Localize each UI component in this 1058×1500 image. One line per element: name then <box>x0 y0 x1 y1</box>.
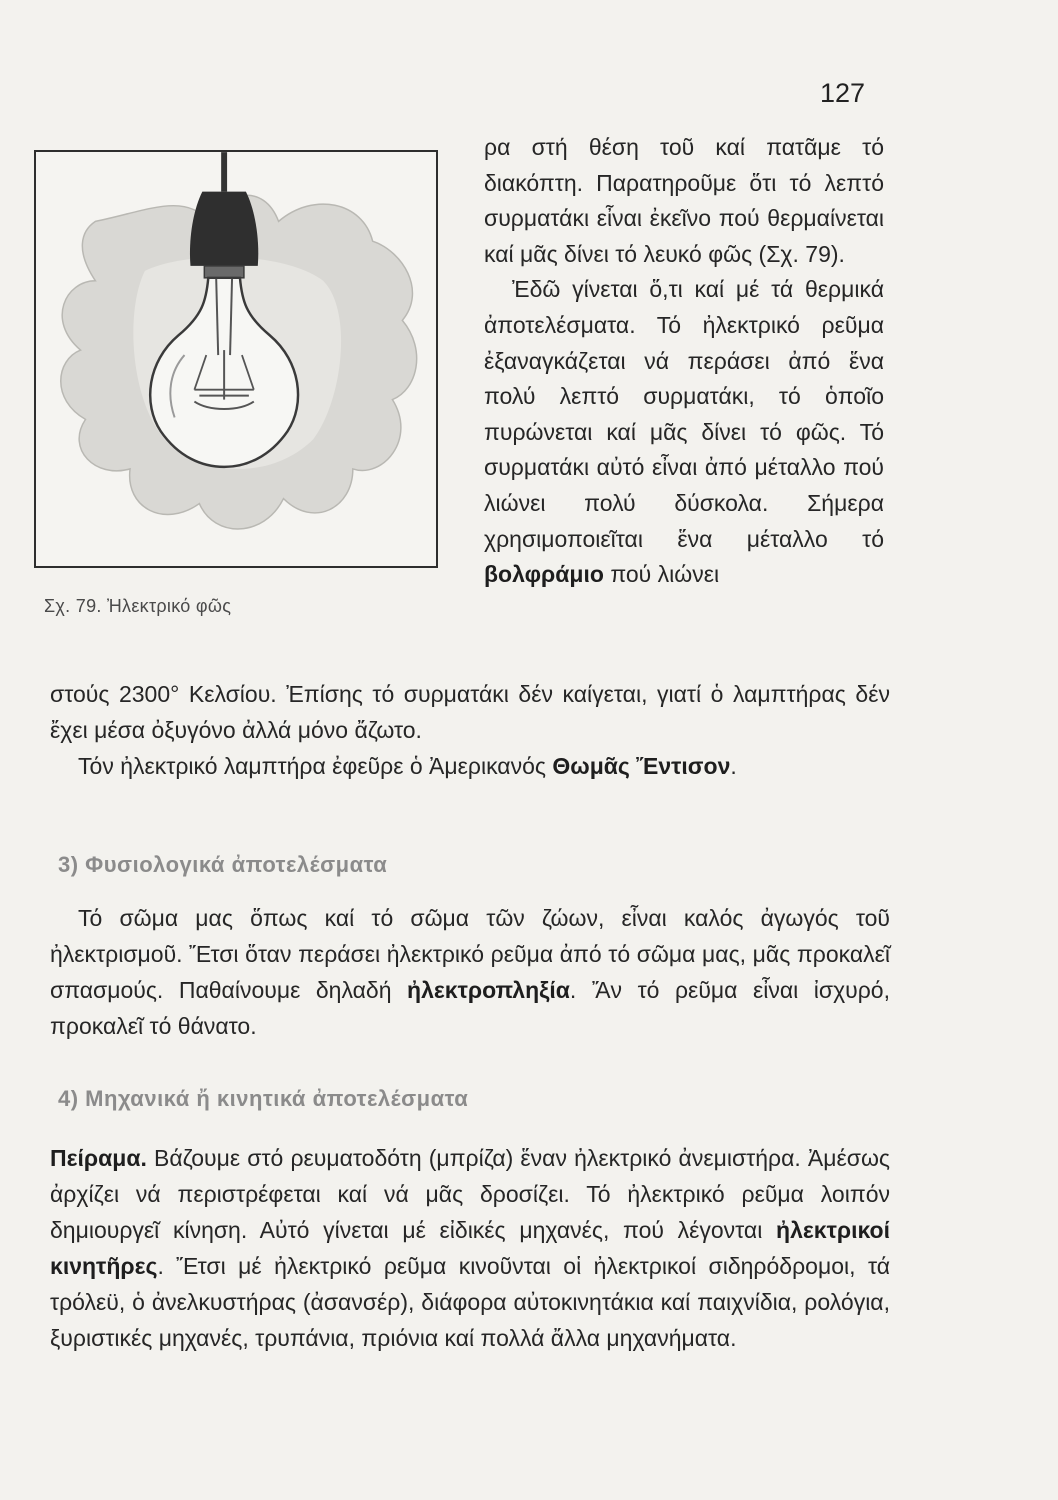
section-3-paragraph <box>50 900 890 1044</box>
light-bulb-figure <box>34 150 438 568</box>
section-3-text-end: . Ἄν τό ρεῦμα εἶναι ἰσχυρό, προκαλεῖ τό θάνατο. <box>50 977 890 1039</box>
edison-paragraph <box>50 748 890 784</box>
section-3-text: Τό σῶμα μας ὅπως καί τό σῶμα τῶν ζώων, εἶναι καλός ἀγωγός τοῦ ἠλεκτρισμοῦ. Ἔτσι ὅταν περάσει ἠλεκτρικό ρεῦμα ἀπό τό σῶμα μας, μᾶς προκαλεῖ σπασμούς. Παθαίνουμε δηλαδή <box>50 905 890 1003</box>
section-4-heading: 4) Μηχανικά ἤ κινητικά ἀποτελέσματα <box>58 1086 469 1111</box>
socket-ring <box>204 266 244 278</box>
electric-motors-term: ἠλεκτρικοί κινητῆρες <box>50 1217 890 1279</box>
filament-text: Ἐδῶ γίνεται ὅ,τι καί μέ τά θερμικά ἀποτελέσματα. Τό ἠλεκτρικό ρεῦμα ἐξαναγκάζεται νά περάσει ἀπό ἕνα πολύ λεπτό συρματάκι, τό ὁποῖο πυρώνεται καί μᾶς δίνει τό φῶς. Τό συρματάκι αὐτό εἶναι ἀπό μέταλλο πού λιώνει πολύ δύσκολα. Σήμερα χρησιμοποιεῖται ἕνα μέταλλο τό <box>484 276 884 552</box>
filament-paragraph <box>484 272 884 592</box>
intro-column <box>484 130 884 593</box>
section-4-paragraph <box>50 1140 890 1356</box>
section-3-heading: 3) Φυσιολογικά ἀποτελέσματα <box>58 852 388 877</box>
continuation-paragraph: στούς 2300° Κελσίου. Ἐπίσης τό συρματάκι δέν καίγεται, γιατί ὁ λαμπτήρας δέν ἔχει μέσα ὀξυγόνο ἀλλά μόνο ἄζωτο. <box>50 681 890 743</box>
light-bulb-illustration <box>36 152 436 566</box>
experiment-label: Πείραμα. <box>50 1145 147 1171</box>
section-4-text-end: . Ἔτσι μέ ἠλεκτρικό ρεῦμα κινοῦνται οἱ ἠλεκτρικοί σιδηρόδρομοι, τά τρόλεϋ, ὁ ἀνελκυστήρας (ἀσανσέρ), διάφορα αὐτοκινητάκια καί παιχνίδια, ρολόγια, ξυριστικές μηχανές, τρυπάνια, πριόνια καί πολλά ἄλλα μηχανήματα. <box>50 1253 890 1351</box>
page-number: 127 <box>820 78 866 108</box>
intro-paragraph: ρα στή θέση τοῦ καί πατᾶμε τό διακόπτη. Παρατηροῦμε ὅτι τό λεπτό συρματάκι εἶναι ἐκεῖνο πού θερμαίνεται καί μᾶς δίνει τό λευκό φῶς (Σχ. 79). <box>484 134 884 267</box>
section-4-text: Βάζουμε στό ρευματοδότη (μπρίζα) ἕναν ἠλεκτρικό ἀνεμιστήρα. Ἀμέσως ἀρχίζει νά περιστρέφεται καί νά μᾶς δροσίζει. Τό ἠλεκτρικό ρεῦμα λοιπόν δημιουργεῖ κίνηση. Αὐτό γίνεται μέ εἰδικές μηχανές, πού λέγονται <box>50 1145 890 1243</box>
continuation-block <box>50 676 890 784</box>
edison-text: Τόν ἠλεκτρικό λαμπτήρα ἐφεῦρε ὁ Ἀμερικανός <box>78 753 546 779</box>
electric-shock-term: ἠλεκτροπληξία <box>407 977 570 1003</box>
edison-name: Θωμᾶς Ἔντισον <box>552 753 731 779</box>
tungsten-term: βολφράμιο <box>484 561 604 588</box>
filament-tail: πού λιώνει <box>610 561 720 588</box>
section-3-body <box>50 900 890 1044</box>
lamp-socket <box>190 192 258 266</box>
edison-period: . <box>730 753 737 779</box>
section-4-body <box>50 1140 890 1356</box>
figure-caption: Σχ. 79. Ἠλεκτρικό φῶς <box>44 596 232 616</box>
